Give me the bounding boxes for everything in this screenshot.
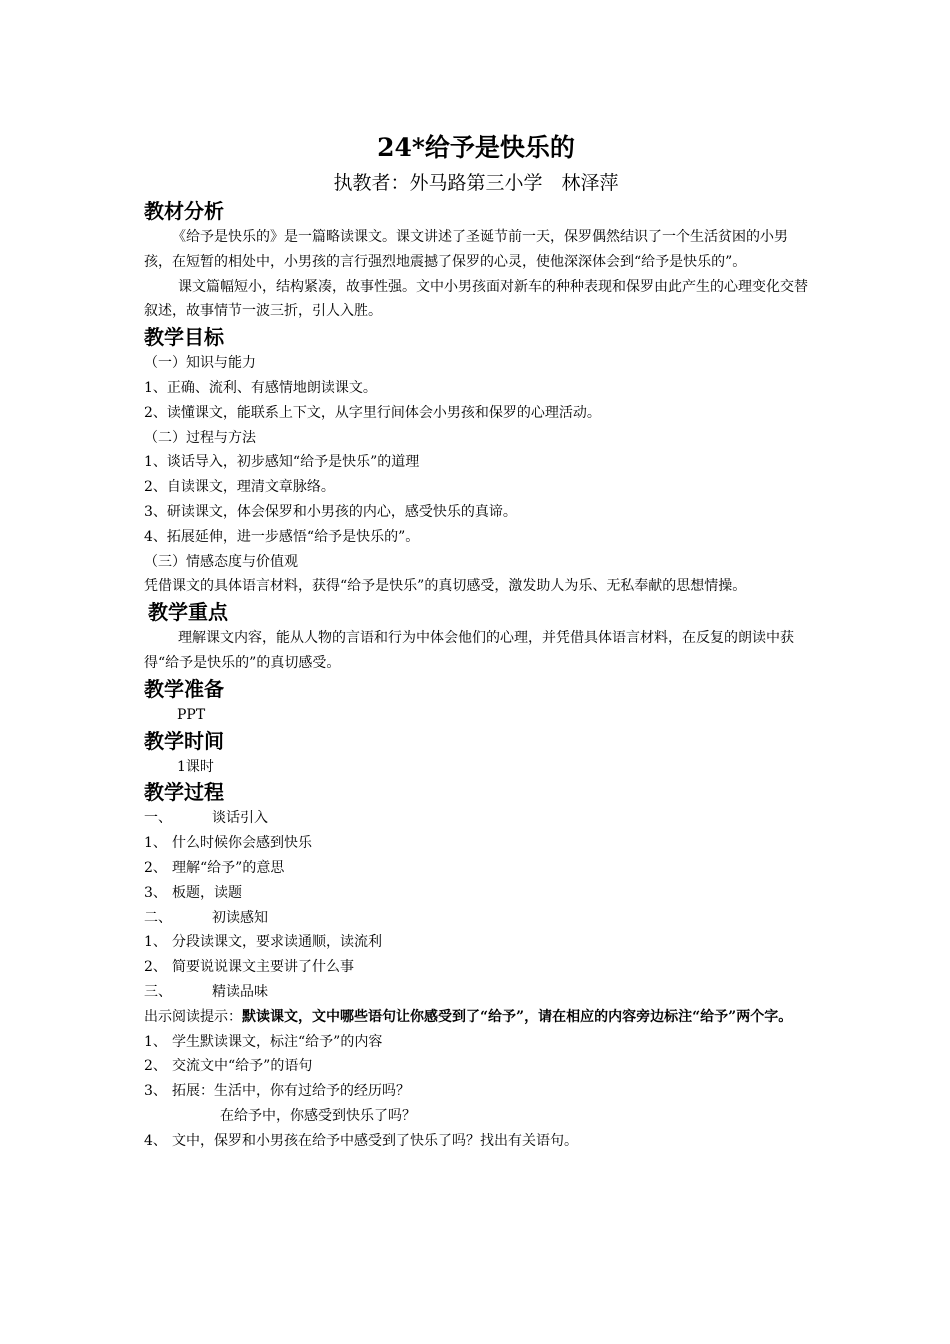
item-text: 学生默读课文，标注“给予”的内容 xyxy=(172,1033,383,1050)
reading-prompt xyxy=(144,1005,808,1030)
document-page xyxy=(144,128,808,1154)
paragraph: PPT xyxy=(177,706,206,723)
item-text: 交流文中“给予”的语句 xyxy=(172,1058,313,1075)
list-item: 4、拓展延伸，进一步感悟“给予是快乐的”。 xyxy=(144,528,420,545)
list-item: 1、谈话导入，初步感知“给予是快乐”的道理 xyxy=(144,454,420,471)
prompt-lead: 出示阅读提示： xyxy=(144,1008,242,1025)
heading-teaching-process: 教学过程 xyxy=(144,780,224,805)
subheading: （二）过程与方法 xyxy=(144,429,256,446)
item-number: 1、 xyxy=(144,1033,167,1050)
list-item: 3、研读课文，体会保罗和小男孩的内心，感受快乐的真谛。 xyxy=(144,503,517,520)
heading-teaching-focus: 教学重点 xyxy=(148,600,228,625)
item-number: 1、 xyxy=(144,934,167,951)
list-item xyxy=(144,881,808,906)
item-number: 1、 xyxy=(144,835,167,852)
part-number: 三、 xyxy=(144,983,172,1000)
paragraph: 《给予是快乐的》是一篇略读课文。课文讲述了圣诞节前一天，保罗偶然结识了一个生活贫困的小男孩，在短暂的相处中，小男孩的言行强烈地震撼了保罗的心灵，使他深深体会到“给予是快乐的”。 xyxy=(144,229,788,270)
item-text: 分段读课文，要求读通顺，读流利 xyxy=(172,934,382,951)
item-text: 板题，读题 xyxy=(172,884,242,901)
subheading: （一）知识与能力 xyxy=(144,355,256,372)
list-item xyxy=(144,831,808,856)
item-number: 2、 xyxy=(144,1058,167,1075)
list-item: 1、正确、流利、有感情地朗读课文。 xyxy=(144,379,377,396)
list-item xyxy=(144,856,808,881)
item-number: 3、 xyxy=(144,884,167,901)
part-heading xyxy=(144,906,808,931)
item-text: 什么时候你会感到快乐 xyxy=(172,835,312,852)
part-title: 谈话引入 xyxy=(212,810,268,827)
part-title: 精读品味 xyxy=(212,983,268,1000)
item-text: 理解“给予”的意思 xyxy=(172,859,285,876)
item-number: 2、 xyxy=(144,959,167,976)
list-item xyxy=(144,930,808,955)
paragraph: 理解课文内容，能从人物的言语和行为中体会他们的心理，并凭借具体语言材料，在反复的朗读中获得“给予是快乐的”的真切感受。 xyxy=(144,630,794,671)
heading-teaching-preparation: 教学准备 xyxy=(144,676,224,701)
list-item xyxy=(144,955,808,980)
item-number: 4、 xyxy=(144,1132,167,1149)
list-item xyxy=(144,1079,808,1104)
doc-title: 24*给予是快乐的 xyxy=(377,133,575,162)
part-heading xyxy=(144,980,808,1005)
list-item: 2、自读课文，理清文章脉络。 xyxy=(144,479,335,496)
list-item-continued: 在给予中，你感受到快乐了吗？ xyxy=(220,1107,416,1124)
list-item: 2、读懂课文，能联系上下文，从字里行间体会小男孩和保罗的心理活动。 xyxy=(144,404,601,421)
heading-teaching-goals: 教学目标 xyxy=(144,325,224,350)
doc-author: 执教者：外马路第三小学 林泽萍 xyxy=(333,172,619,194)
list-item xyxy=(144,1030,808,1055)
item-number: 3、 xyxy=(144,1083,167,1100)
paragraph: 1课时 xyxy=(177,758,214,775)
prompt-text: 默读课文，文中哪些语句让你感受到了“给予”，请在相应的内容旁边标注“给予”两个字。 xyxy=(242,1008,793,1025)
item-number: 2、 xyxy=(144,859,167,876)
list-item xyxy=(144,1129,808,1154)
part-number: 一、 xyxy=(144,810,172,827)
item-text: 简要说说课文主要讲了什么事 xyxy=(172,959,354,976)
part-title: 初读感知 xyxy=(212,909,268,926)
item-text: 拓展：生活中，你有过给予的经历吗？ xyxy=(172,1083,410,1100)
part-heading xyxy=(144,806,808,831)
heading-teaching-time: 教学时间 xyxy=(144,728,224,753)
subheading: （三）情感态度与价值观 xyxy=(144,553,298,570)
list-item xyxy=(144,1054,808,1079)
item-text: 文中，保罗和小男孩在给予中感受到了快乐了吗？找出有关语句。 xyxy=(172,1132,578,1149)
paragraph: 凭借课文的具体语言材料，获得“给予是快乐”的真切感受，激发助人为乐、无私奉献的思想情操。 xyxy=(144,578,747,595)
heading-textbook-analysis: 教材分析 xyxy=(144,199,224,223)
part-number: 二、 xyxy=(144,909,172,926)
paragraph: 课文篇幅短小，结构紧凑，故事性强。文中小男孩面对新车的种种表现和保罗由此产生的心理变化交替叙述，故事情节一波三折，引人入胜。 xyxy=(144,278,808,320)
